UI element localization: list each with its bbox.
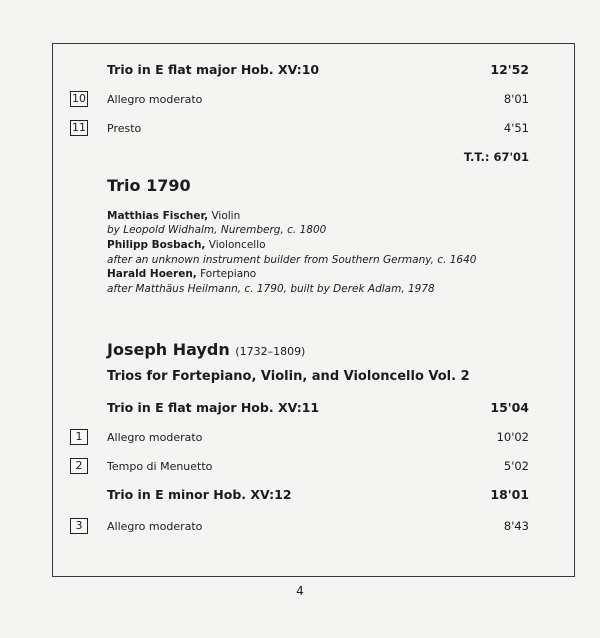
track-number: 10: [72, 92, 86, 105]
track-duration: 10'02: [496, 430, 529, 444]
page-number: 4: [296, 584, 304, 598]
work-title-xv11: Trio in E flat major Hob. XV:11: [107, 400, 320, 415]
work-duration-xv12: 18'01: [490, 487, 529, 502]
track-title: Tempo di Menuetto: [107, 460, 213, 473]
track-number: 1: [70, 429, 88, 445]
performer-fischer: [107, 210, 240, 222]
work-title-xv10: Trio in E flat major Hob. XV:10: [107, 62, 320, 77]
composer-name: Joseph Haydn: [107, 340, 230, 359]
track-title: Presto: [107, 122, 142, 135]
track-number: 2: [70, 458, 88, 474]
track-title: Allegro moderato: [107, 431, 203, 444]
instrument-info: after an unknown instrument builder from Southern Germany, c. 1640: [107, 254, 477, 266]
ensemble-name: Trio 1790: [107, 176, 191, 195]
performer-name: Harald Hoeren,: [107, 268, 197, 280]
work-duration-xv11: 15'04: [490, 400, 529, 415]
work-duration-xv10: 12'52: [490, 62, 529, 77]
composer-heading: [107, 340, 305, 359]
work-title-xv12: Trio in E minor Hob. XV:12: [107, 487, 292, 502]
track-title: Allegro moderato: [107, 93, 203, 106]
instrument-info: after Matthäus Heilmann, c. 1790, built by Derek Adlam, 1978: [107, 283, 435, 295]
album-subtitle: Trios for Fortepiano, Violin, and Violoncello Vol. 2: [107, 369, 470, 384]
performer-name: Matthias Fischer,: [107, 210, 209, 222]
performer-name: Philipp Bosbach,: [107, 239, 206, 251]
composer-dates: (1732–1809): [235, 345, 306, 358]
performer-instrument: Violin: [208, 210, 241, 222]
track-duration: 4'51: [503, 121, 529, 135]
performer-bosbach: [107, 239, 266, 251]
track-number: 3: [70, 518, 88, 534]
instrument-info: by Leopold Widhalm, Nuremberg, c. 1800: [107, 224, 327, 236]
track-number: 11: [72, 121, 86, 134]
performer-instrument: Violoncello: [205, 239, 266, 251]
performer-instrument: Fortepiano: [196, 268, 257, 280]
performer-hoeren: [107, 268, 256, 280]
total-time: T.T.: 67'01: [463, 150, 529, 164]
track-title: Allegro moderato: [107, 520, 203, 533]
track-duration: 8'43: [503, 519, 529, 533]
track-duration: 8'01: [503, 92, 529, 106]
track-duration: 5'02: [503, 459, 529, 473]
